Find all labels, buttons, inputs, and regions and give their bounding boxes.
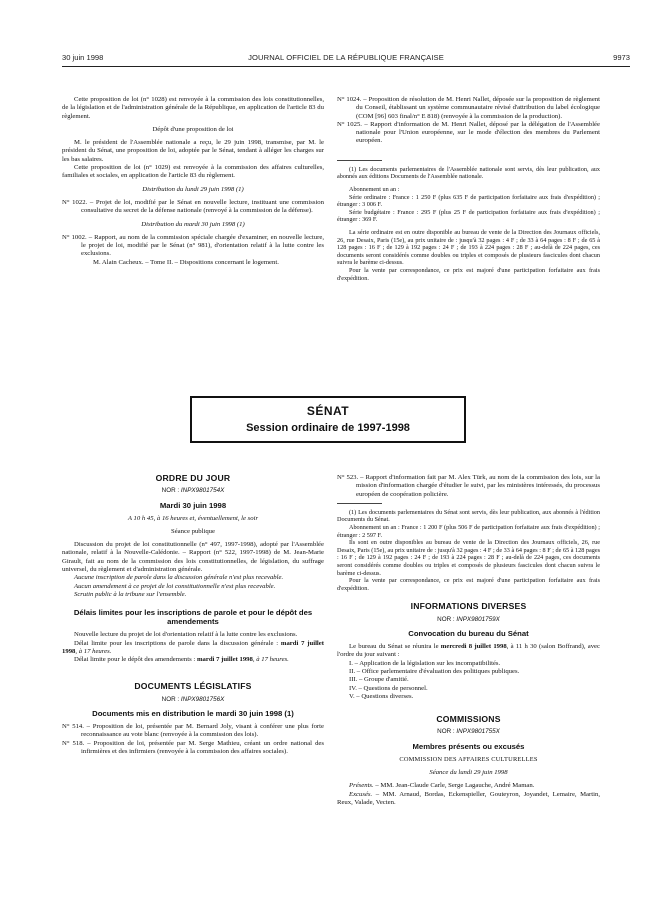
ordre-time: A 10 h 45, à 16 heures et, éventuellement, le soir [127,514,259,522]
paragraph-1029: Cette proposition de loi (n° 1029) est renvoyée à la commission des affaires culturelles, familiales et sociales, en application de l'article 83 du règlement. [62,164,324,180]
paragraph-reception: M. le président de l'Assemblée nationale a reçu, le 29 juin 1998, transmise, par M. le président du Sénat, une proposition de loi, adoptée par le Sénat, tendant à alléger les charges sur les bas salaires. [62,139,324,163]
ordre-note-1: Aucune inscription de parole dans la discussion générale n'est plus recevable. [74,574,284,582]
vente-senat: Ils sont en outre disponibles au bureau de vente de la Direction des Journaux officiels, 26, rue Desaix, Paris (15e), au prix unitaire de : jusqu'à 32 pages : 4 F ; de 33 à 64 pages : 8 F ; de 65 à 128 pages : 16 F ; de 129 à 192 pages : 24 F ; de 193 à 224 pages : 28 F ; au-delà de 224 pages, ces documents seront considérés comme doubles ou triples et composés de plusieurs fascicules dont chacun suivra le barème ci-dessus. [337,539,600,577]
delai-date: mardi 7 juillet 1998 [196,656,253,664]
convocation-date: mercredi 8 juillet 1998 [440,643,507,651]
nor-code: INPX9801755X [456,728,500,736]
ordre-note-3: Scrutin public à la tribune sur l'ensemble. [74,590,187,598]
seance-publique: Séance publique [170,527,215,535]
senat-subtitle: Session ordinaire de 1997-1998 [246,422,410,434]
commission-seance: Séance du lundi 29 juin 1998 [429,768,508,776]
delai-text: Délai limite pour les inscriptions de parole dans la discussion générale : [74,639,281,647]
right-bottom-column [337,474,600,807]
header-page-number: 9973 [613,53,630,62]
item-514: N° 514. – Proposition de loi, présentée par M. Bernard Joly, visant à conférer une plus forte reconnaissance au vote blanc (renvoyée à la commission des lois). [62,723,324,739]
docs-distribution-title: Documents mis en distribution le mardi 30 juin 1998 (1) [92,709,294,719]
item-1022: N° 1022. – Projet de loi, modifié par le Sénat en nouvelle lecture, instituant une commission consultative du secret de la défense nationale (renvoyé à la commission de la défense). [62,198,324,215]
delai-hour: , à 17 heures. [252,656,289,664]
informations-heading: INFORMATIONS DIVERSES [410,601,527,612]
agenda-item: I. – Application de la législation sur les incompatibilités. [349,659,501,667]
left-bottom-column [62,474,324,756]
correspondance-an: Pour la vente par correspondance, ce prix est majoré d'une participation forfaitaire aux frais d'expédition. [337,266,600,282]
ordre-discussion: Discussion du projet de loi constitutionnelle (n° 497, 1997-1998), adopté par l'Assemblée nationale, relatif à la Nouvelle-Calédonie. – Rapport (n° 522, 1997-1998) de M. Jean-Marie Girault, fait au nom de la commission des lois constitutionnelles, de législation, du suffrage universel, du règlement et d'administration générale. [62,541,324,574]
convocation-title: Convocation du bureau du Sénat [408,629,529,639]
convocation-text [337,643,600,660]
footnote-senat: (1) Les documents parlementaires du Sénat sont servis, dès leur publication, aux abonnés à l'édition Documents du Sénat. [337,508,600,524]
delai-date: mardi 7 juillet 1998 [62,639,324,655]
convocation-intro: Le bureau du Sénat se réunira le [349,643,441,651]
presents-names: – MM. Jean-Claude Carle, Serge Lagauche, André Maman. [373,782,535,790]
docs-nor [62,696,324,704]
delai-hour: , à 17 heures. [75,647,112,655]
item-1024: N° 1024. – Proposition de résolution de M. Henri Nallet, déposée sur la proposition de règlement du Conseil, établissant un système communautaire révisé d'attribution du label écologique (COM [96] 603 final/n° E 818) (renvoyée à la commission de la production). [337,96,600,120]
nor-label: NOR : [437,728,455,736]
nor-code: INPX9801756X [180,695,225,703]
item-523: N° 523. – Rapport d'information fait par M. Alex Türk, au nom de la commission des lois, sur la mission d'information chargée d'étudier le suivi, par les ministères intéressés, du processus européen de coopération policière. [337,474,600,498]
senat-title: SÉNAT [306,404,350,418]
page-header [62,52,630,67]
abonnement-label: Abonnement un an : [349,185,400,193]
nor-label: NOR : [161,487,180,495]
ordre-du-jour-heading: ORDRE DU JOUR [155,473,231,483]
presents-label: Présents. [349,782,374,790]
paragraph-1028: Cette proposition de loi (n° 1028) est renvoyée à la commission des lois constitutionnelles, de la législation et de l'administration générale de la République, en application de l'article 83 du règlement. [62,96,324,120]
senat-banner [190,396,466,443]
distribution-30-juin: Distribution du mardi 30 juin 1998 (1) [141,220,245,228]
tarif-ordinaire: Série ordinaire : France : 1 250 F (plus 635 F de participation forfaitaire aux frais d'expédition) ; étranger : 3 006 F. [337,193,600,209]
delai-inscriptions [62,640,324,657]
excuses-names: – MM. Arnaud, Bordas, Eckenspieller, Gouteyron, Joyandet, Lemaire, Martin, Reux, Valade, Vecten. [337,790,600,806]
item-518: N° 518. – Proposition de loi, présentée par M. Serge Mathieu, créant un ordre national des infirmières et des infirmiers (renvoyée à la commission des affaires sociales). [62,739,324,755]
nor-label: NOR : [161,695,180,703]
membres-title: Membres présents ou excusés [412,741,525,751]
header-title: JOURNAL OFFICIEL DE LA RÉPUBLIQUE FRANÇAISE [248,53,444,62]
presents-line [337,782,600,790]
agenda-item: V. – Questions diverses. [349,692,414,700]
distribution-29-juin: Distribution du lundi 29 juin 1998 (1) [142,185,244,193]
correspondance-senat: Pour la vente par correspondance, ce prix est majoré d'une participation forfaitaire aux frais d'expédition. [337,577,600,592]
nor-code: INPX9801754X [180,487,225,495]
documents-heading: DOCUMENTS LÉGISLATIFS [134,681,252,692]
commissions-heading: COMMISSIONS [436,714,501,725]
commissions-nor [337,728,600,736]
ordre-note-2: Aucun amendement à ce projet de loi constitutionnelle n'est plus recevable. [74,582,276,590]
vente-an: La série ordinaire est en outre disponible au bureau de vente de la Direction des Journaux officiels, 26, rue Desaix, Paris (15e), au prix unitaire de : jusqu'à 32 pages : 4 F ; de 33 à 64 pages : 8 F ; de 65 à 128 pages : 16 F ; de 129 à 192 pages : 24 F ; de 193 à 224 pages : 28 F ; au-delà de 224 pages, ces documents seront considérés comme doubles ou triples et composés de plusieurs fascicules dont chacun suivra le barème ci-dessus. [337,228,600,267]
left-top-column [62,96,324,267]
right-top-column [337,96,600,282]
convocation-rest: , à 11 h 30 (salon Boffrand), avec l'ordre du jour suivant : [337,643,600,659]
footnote-an: (1) Les documents parlementaires de l'Assemblée nationale sont servis, dès leur publication, aux abonnés aux éditions Documents de l'Assemblée nationale. [337,165,600,181]
excuses-label: Excusés. [349,790,373,798]
delais-nouvelle-lecture: Nouvelle lecture du projet de loi d'orientation relatif à la lutte contre les exclusions. [74,631,298,639]
tarif-budgetaire: Série budgétaire : France : 295 F (plus 25 F de participation forfaitaire aux frais d'expédition) ; étranger : 369 F. [337,208,600,224]
agenda-item: II. – Office parlementaire d'évaluation des politiques publiques. [349,667,520,675]
ordre-nor [62,487,324,495]
abonnement-senat: Abonnement un an : France : 1 200 F (plus 506 F de participation forfaitaire aux frais d'expédition) ; étranger : 2 597 F. [337,524,600,539]
commission-name: COMMISSION DES AFFAIRES CULTURELLES [399,755,538,763]
ordre-date: Mardi 30 juin 1998 [159,500,227,510]
nor-label: NOR : [437,615,455,623]
item-1002: N° 1002. – Rapport, au nom de la commission spéciale chargée d'examiner, en nouvelle lecture, le projet de loi, modifié par le Sénat (n° 981), d'orientation relatif à la lutte contre les exclusions. [62,233,324,258]
agenda-item: IV. – Questions de personnel. [349,684,428,692]
header-date: 30 juin 1998 [62,53,104,62]
item-cacheux: M. Alain Cacheux. – Tome II. – Dispositions concernant le logement. [93,258,279,266]
nor-code: INPX9801759X [456,615,500,623]
delai-amendements [62,656,324,664]
infos-nor [337,616,600,624]
item-1025: N° 1025. – Rapport d'information de M. Henri Nallet, déposé par la délégation de l'Assemblée nationale pour l'Union européenne, sur le mode d'élection des membres du Parlement européen. [337,120,600,145]
depot-title: Dépôt d'une proposition de loi [152,125,234,133]
agenda-item: III. – Groupe d'amitié. [349,676,409,684]
excuses-line [337,791,600,808]
delai-text: Délai limite pour le dépôt des amendements : [74,656,197,664]
delais-title: Délais limites pour les inscriptions de parole et pour le dépôt des amendements [73,608,313,627]
